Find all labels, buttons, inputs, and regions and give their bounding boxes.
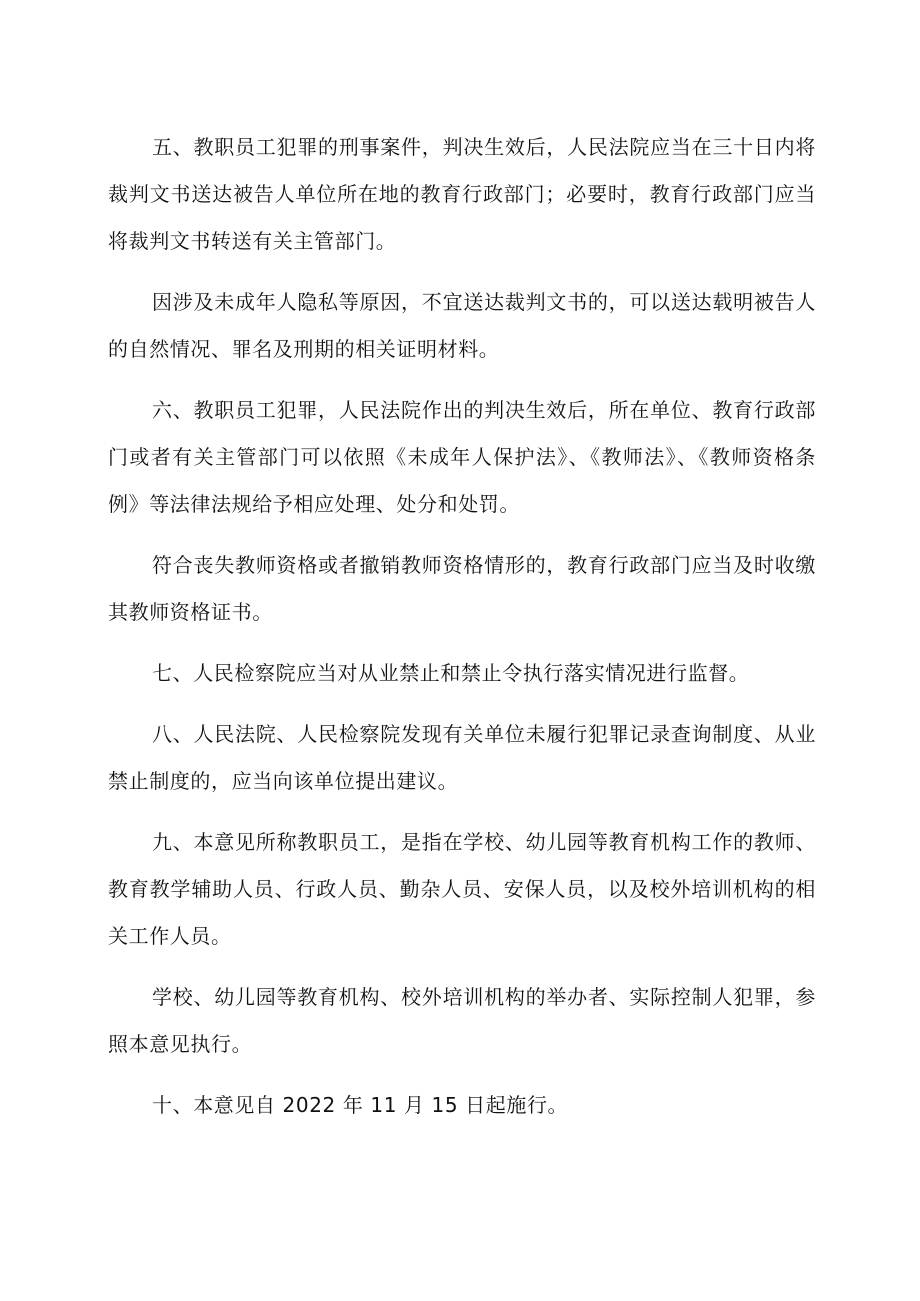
paragraph-article-5: 五、教职员工犯罪的刑事案件，判决生效后，人民法院应当在三十日内将裁判文书送达被告人单位所在地的教育行政部门；必要时，教育行政部门应当将裁判文书转送有关主管部门。: [108, 135, 816, 253]
paragraph-article-6: 六、教职员工犯罪，人民法院作出的判决生效后，所在单位、教育行政部门或者有关主管部门可以依照《未成年人保护法》、《教师法》、《教师资格条例》等法律法规给予相应处理、处分和处罚。: [108, 398, 816, 516]
paragraph-article-10: 十、本意见自 2022 年 11 月 15 日起施行。: [152, 1093, 569, 1117]
document-body: [108, 124, 816, 1143]
paragraph-article-9-note: 学校、幼儿园等教育机构、校外培训机构的举办者、实际控制人犯罪，参照本意见执行。: [108, 985, 816, 1056]
paragraph-article-7: 七、人民检察院应当对从业禁止和禁止令执行落实情况进行监督。: [152, 661, 750, 685]
paragraph-article-6-note: 符合丧失教师资格或者撤销教师资格情形的，教育行政部门应当及时收缴其教师资格证书。: [108, 553, 816, 624]
paragraph-article-9: 九、本意见所称教职员工，是指在学校、幼儿园等教育机构工作的教师、教育教学辅助人员、行政人员、勤杂人员、安保人员，以及校外培训机构的相关工作人员。: [108, 830, 816, 948]
paragraph-article-5-note: 因涉及未成年人隐私等原因，不宜送达裁判文书的，可以送达载明被告人的自然情况、罪名及刑期的相关证明材料。: [108, 290, 816, 361]
paragraph-article-8: 八、人民法院、人民检察院发现有关单位未履行犯罪记录查询制度、从业禁止制度的，应当向该单位提出建议。: [108, 722, 816, 793]
